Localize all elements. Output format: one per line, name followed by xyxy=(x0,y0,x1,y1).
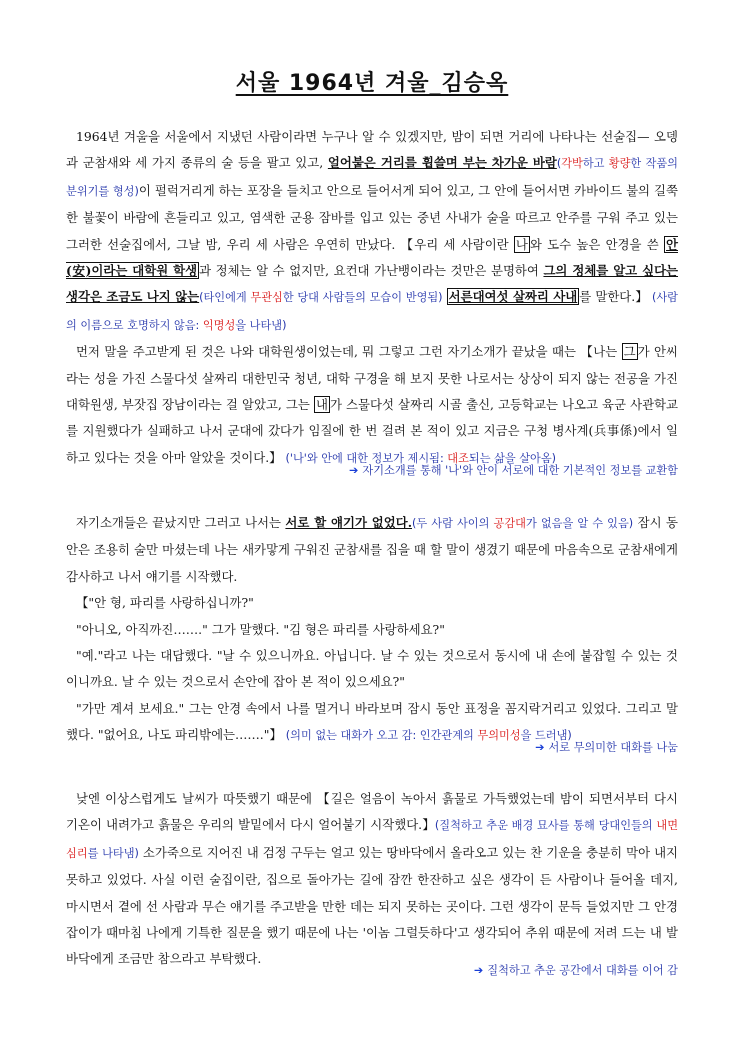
annotation-note: (질척하고 추운 배경 묘사를 통해 당대인들의 내면 심리를 나타냄) xyxy=(66,819,679,860)
underlined-phrase: 그의 정체를 알고 싶다는 생각은 조금도 나지 않는 xyxy=(66,263,679,305)
paragraph-3: 자기소개들은 끝났지만 그러고 나서는 서로 할 얘기가 없었다.(두 사람 사이의 공감대가 없음을 알 수 있음) 잠시 동안은 조용히 술만 마셨는데 나는 새카맣게 구워진 군참새를 집을 때 할 말이 생겼기 때문에 마음속으로 군참새에게 감사하고 나서 얘기를 시작했다. xyxy=(66,515,679,584)
annotation-note: ('나'와 안에 대한 정보가 제시됨: 대조되는 삶을 살아옴) xyxy=(285,451,557,465)
paragraph-2: 먼저 말을 주고받게 된 것은 나와 대학원생이었는데, 뭐 그렇고 그런 자기소개가 끝났을 때는 【나는 그 가 안씨라는 성을 가진 스물다섯 살짜리 대한민국 청년, 대학 구경을 해 보지 못한 나로서는 상상이 되지 않는 전공을 가진 대학원생, 부잣집 장남이라는 걸 알았고, 그는 내 가 스물다섯 살짜리 시골 출신, 고등학교는 나오고 육군 사관학교를 지원했다가 실패하고 나서 군대에 갔다가 임질에 한 번 걸려 본 적이 있고 지금은 구청 병사계(兵事係)에서 일하고 있다는 것을 아마 알았을 것이다.】 ('나'와 안에 대한 정보가 제시됨: 대조되는 삶을 살아옴) xyxy=(66,344,678,465)
boxed-term: 그 xyxy=(623,344,636,360)
underlined-phrase: 서로 할 얘기가 없었다. xyxy=(285,515,413,530)
dialogue-line: "가만 계셔 보세요." 그는 안경 속에서 나를 멀거니 바라보며 잠시 동안 표정을 꼼지락거리고 있었다. 그리고 말했다. "없어요, 나도 파리밖에는……."】 (의미 없는 대화가 오고 감: 인간관계의 무의미성을 드러냄) xyxy=(66,700,678,743)
dialogue-line: "아니오, 아직까진……." 그가 말했다. "김 형은 파리를 사랑하세요?" xyxy=(76,621,445,637)
section-setting xyxy=(66,786,678,973)
summary-line-2: ➔ 서로 무의미한 대화를 나눔 xyxy=(535,741,678,754)
summary-line-3: ➔ 질척하고 추운 공간에서 대화를 이어 감 xyxy=(473,964,678,977)
boxed-term: 내 xyxy=(315,397,328,413)
paragraph-1: 1964년 겨울을 서울에서 지냈던 사람이라면 누구나 알 수 있겠지만, 밤이 되면 거리에 나타나는 선술집— 오뎅과 군참새와 세 가지 종류의 술 등을 팔고 있고, 얼어붙은 거리를 휩쓸며 부는 차가운 바람(각박하고 황량한 작품의 분위기를 형성)이 펄럭거리게 하는 포장을 들치고 안으로 들어서게 되어 있고, 그 안에 들어서면 카바이드 불의 길쭉한 불꽃이 바람에 흔들리고 있고, 염색한 군용 잠바를 입고 있는 중년 사내가 술을 따르고 안주를 구워 주고 있는 그러한 선술집에서, 그날 밤, 우리 세 사람은 우연히 만났다. 【우리 세 사람이란 나 와 도수 높은 안경을 쓴 안(安)이라는 대학원 학생 과 정체는 알 수 없지만, 요컨대 가난뱅이라는 것만은 분명하여 그의 정체를 알고 싶다는 생각은 조금도 나지 않는(타인에게 무관심한 당대 사람들의 모습이 반영됨) 서른대여섯 살짜리 사내 를 말한다.】 (사람의 이름으로 호명하지 않음: 익명성을 나타냄) xyxy=(66,129,679,332)
arrow-right-icon: ➔ xyxy=(535,741,545,754)
document-title: 서울 1964년 겨울_김승옥 xyxy=(235,71,509,96)
annotation-note: (두 사람 사이의 공감대가 없음을 알 수 있음) xyxy=(412,517,634,530)
boxed-term: 서른대여섯 살짜리 사내 xyxy=(448,289,578,305)
paragraph-4: 낮엔 이상스럽게도 날씨가 따뜻했기 때문에 【길은 얼음이 녹아서 흙물로 가득했었는데 밤이 되면서부터 다시 기온이 내려가고 흙물은 우리의 발밑에서 다시 얼어붙기 시작했다.】(질척하고 추운 배경 묘사를 통해 당대인들의 내면 심리를 나타냄) 소가죽으로 지어진 내 검정 구두는 얼고 있는 땅바닥에서 올라오고 있는 찬 기운을 충분히 막아 내지 못하고 있었다. 사실 이런 술집이란, 집으로 돌아가는 길에 잠깐 한잔하고 싶은 생각이 든 사람이나 들어올 데지, 마시면서 곁에 선 사람과 무슨 얘기를 주고받을 만한 데는 되지 못하는 곳이다. 그런 생각이 문득 들었지만 그 안경잡이가 때마침 나에게 기특한 질문을 했기 때문에 나는 '이놈 그럴듯하다'고 생각되어 추위 때문에 저려 드는 내 발바닥에게 조금만 참으라고 부탁했다. xyxy=(66,791,679,967)
summary-line-1: ➔ 자기소개를 통해 '나'와 안이 서로에 대한 기본적인 정보를 교환함 xyxy=(349,464,678,477)
annotation-note: (의미 없는 대화가 오고 감: 인간관계의 무의미성을 드러냄) xyxy=(285,729,572,743)
annotation-note: (각박하고 황량한 작품의 분위기를 형성) xyxy=(66,157,678,198)
section-intro xyxy=(66,124,678,472)
section-dialogue xyxy=(66,510,678,750)
dialogue-line: 【"안 형, 파리를 사랑하십니까?" xyxy=(76,595,254,611)
dialogue-line: "예."라고 나는 대답했다. "날 수 있으니까요. 아닙니다. 날 수 있는 것으로서 동시에 내 손에 붙잡힐 수 있는 것이니까요. 날 수 있는 것으로서 손안에 잡아 본 적이 있으세요?" xyxy=(66,648,678,690)
arrow-right-icon: ➔ xyxy=(473,964,484,977)
arrow-right-icon: ➔ xyxy=(349,464,359,477)
annotation-note: (사람의 이름으로 호명하지 않음: 익명성을 나타냄) xyxy=(66,291,678,332)
boxed-term: 나 xyxy=(515,236,528,252)
boxed-term: 안(安)이라는 대학원 학생 xyxy=(66,236,678,279)
annotation-note: (타인에게 무관심한 당대 사람들의 모습이 반영됨) xyxy=(199,291,443,305)
underlined-phrase: 얼어붙은 거리를 휩쓸며 부는 차가운 바람 xyxy=(327,155,557,171)
